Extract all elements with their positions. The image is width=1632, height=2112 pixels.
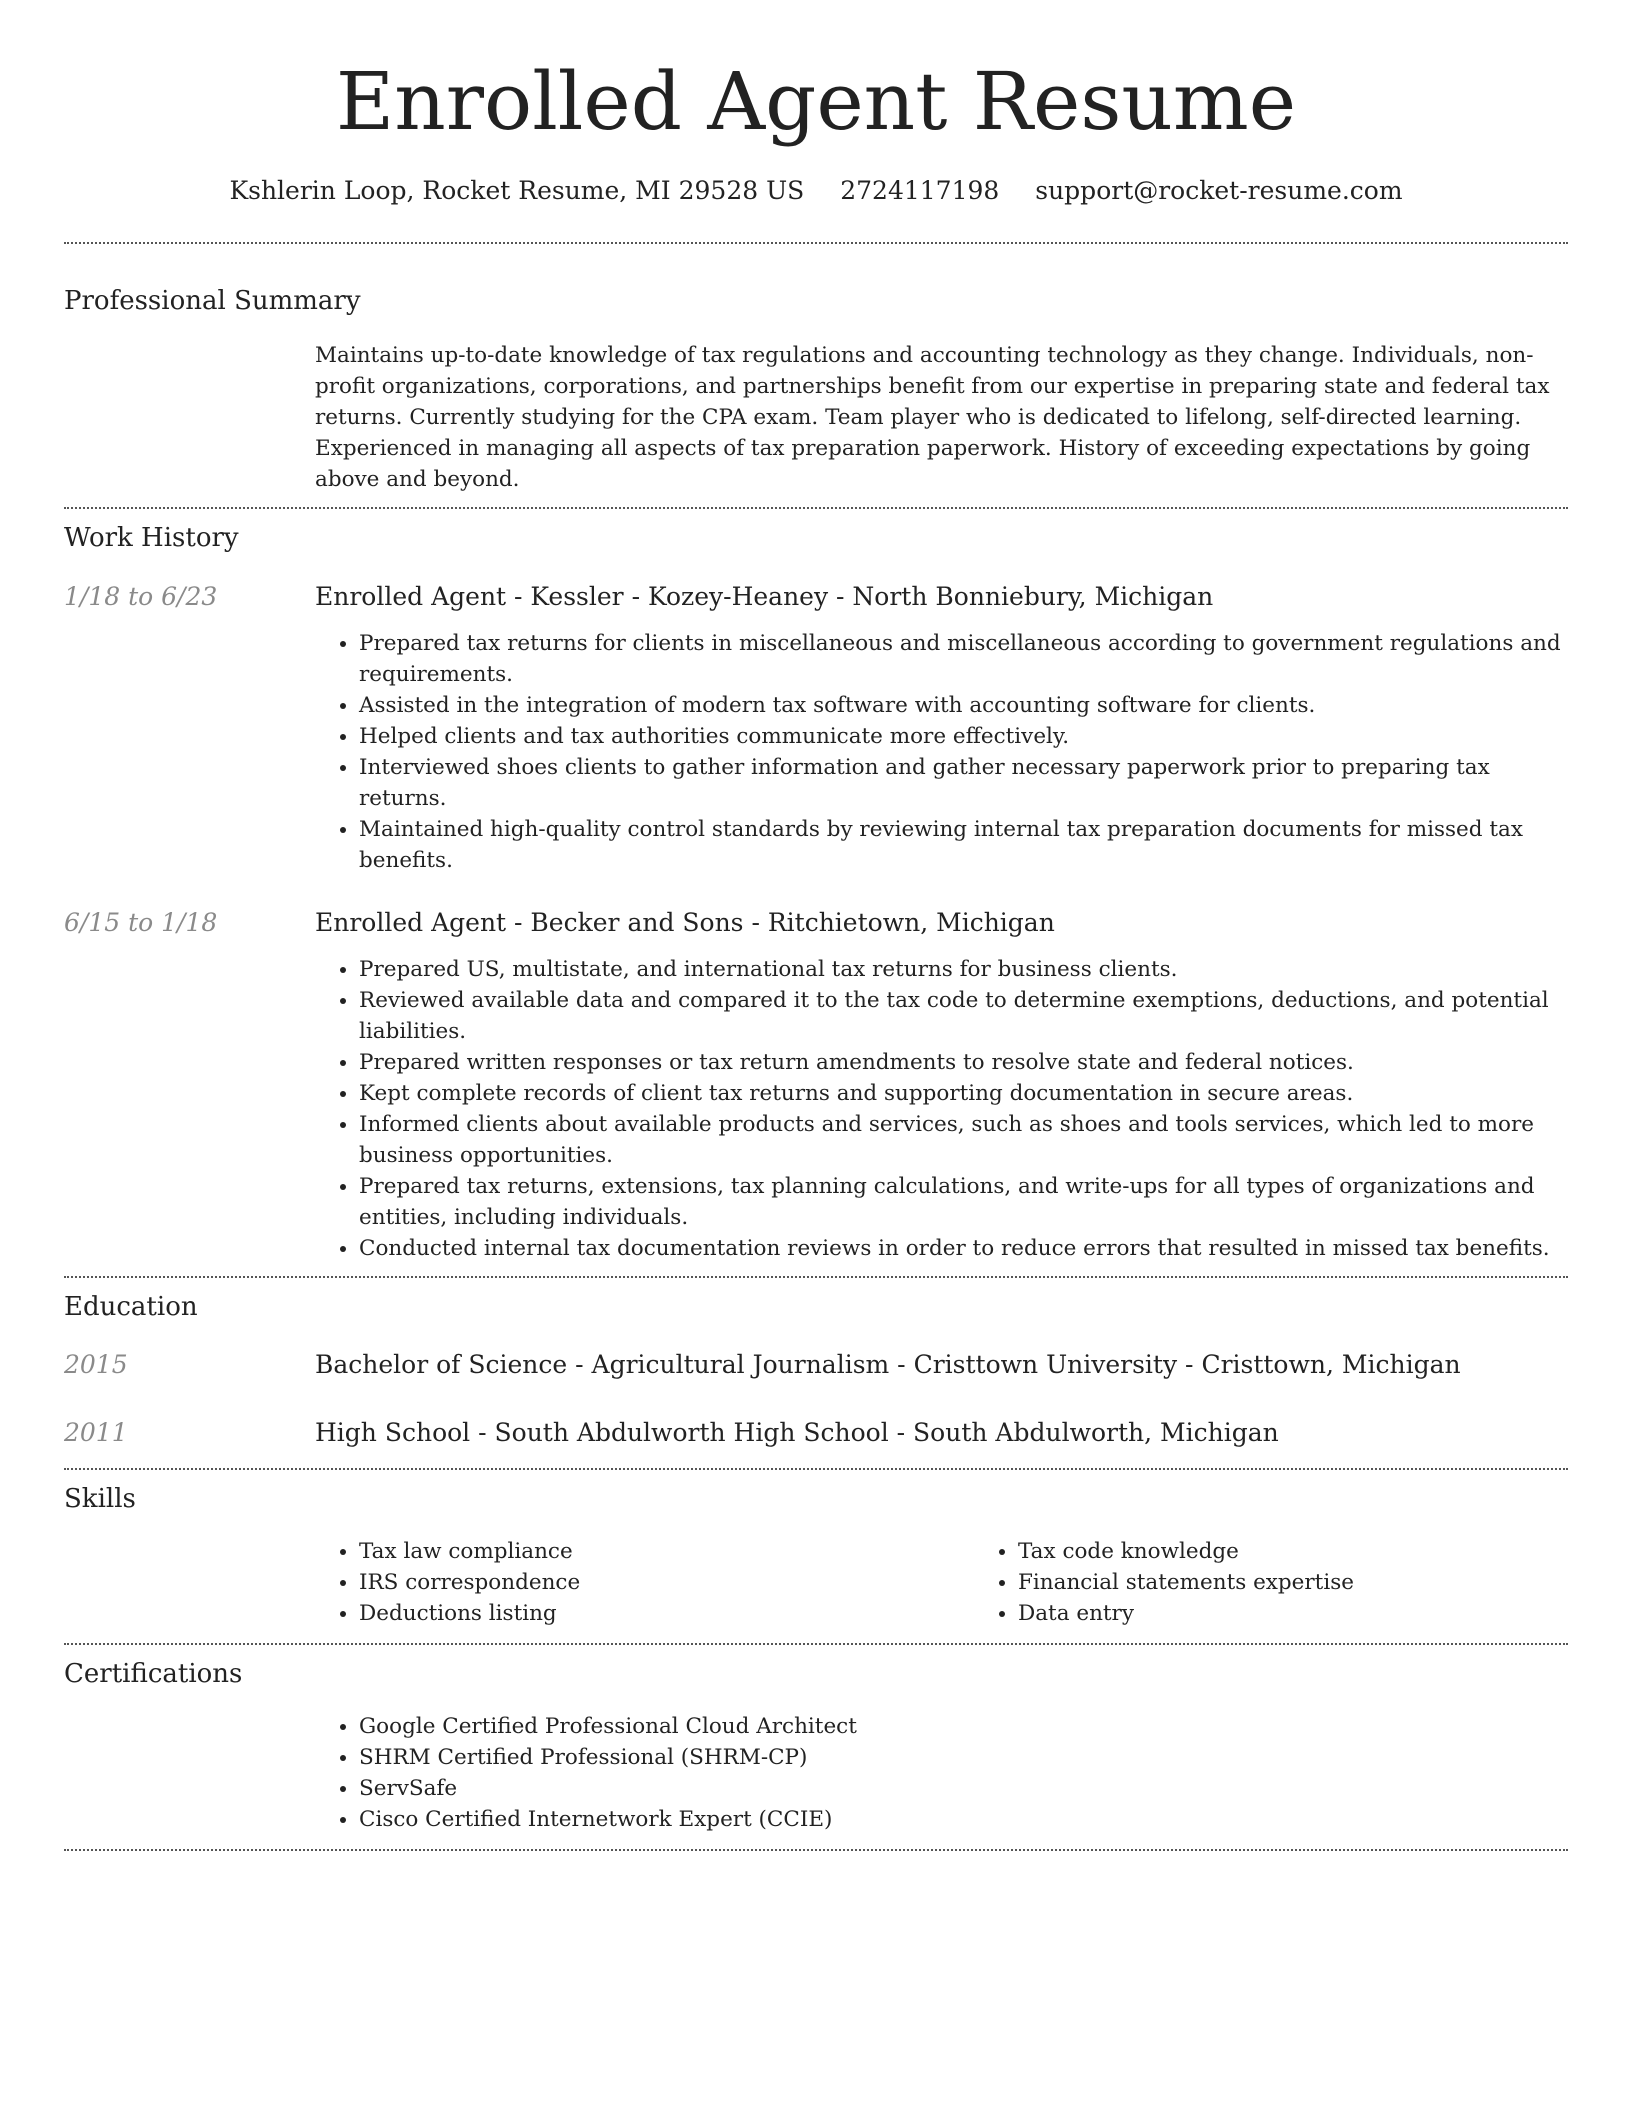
list-item: • SHRM Certified Professional (SHRM-CP) xyxy=(359,1742,1568,1773)
section-heading-work: Work History xyxy=(64,523,239,553)
education-year: 2015 xyxy=(64,1350,128,1379)
contact-phone: 2724117198 xyxy=(840,176,1000,205)
divider xyxy=(64,1468,1568,1470)
divider xyxy=(64,242,1568,244)
section-heading-summary: Professional Summary xyxy=(64,286,361,316)
list-item: • Informed clients about available products and services, such as shoes and tools services, which led to more business opportunities. xyxy=(359,1109,1568,1171)
list-item: • Maintained high-quality control standards by reviewing internal tax preparation documents for missed tax benefits. xyxy=(359,814,1568,876)
divider xyxy=(64,1276,1568,1278)
contact-email: support@rocket-resume.com xyxy=(1035,176,1403,205)
job-entry xyxy=(64,580,1568,876)
list-item: • Deductions listing xyxy=(359,1598,974,1629)
list-item: • Financial statements expertise xyxy=(1018,1567,1632,1598)
job-bullets xyxy=(315,628,1568,876)
education-year: 2011 xyxy=(64,1418,128,1447)
list-item: • Conducted internal tax documentation reviews in order to reduce errors that resulted in missed tax benefits. xyxy=(359,1233,1568,1264)
section-heading-skills: Skills xyxy=(64,1484,136,1514)
skills-section xyxy=(64,1482,1568,1629)
education-section xyxy=(64,1290,1568,1450)
job-title: Enrolled Agent - Kessler - Kozey-Heaney - North Bonniebury, Michigan xyxy=(315,582,1214,611)
contact-info xyxy=(64,174,1568,208)
list-item: • Prepared tax returns for clients in miscellaneous and miscellaneous according to government regulations and requirements. xyxy=(359,628,1568,690)
list-item: • IRS correspondence xyxy=(359,1567,974,1598)
certifications-list xyxy=(315,1711,1568,1835)
divider xyxy=(64,507,1568,509)
list-item: • ServSafe xyxy=(359,1773,1568,1804)
list-item: • Prepared written responses or tax return amendments to resolve state and federal notices. xyxy=(359,1047,1568,1078)
contact-address: Kshlerin Loop, Rocket Resume, MI 29528 US xyxy=(229,176,805,205)
education-entry xyxy=(64,1416,1568,1450)
summary-section xyxy=(64,284,1568,495)
divider xyxy=(64,1643,1568,1645)
list-item: • Prepared US, multistate, and international tax returns for business clients. xyxy=(359,954,1568,985)
list-item: • Data entry xyxy=(1018,1598,1632,1629)
resume-page xyxy=(64,0,1568,1851)
skills-list-left xyxy=(315,1536,974,1629)
list-item: • Reviewed available data and compared it to the tax code to determine exemptions, deductions, and potential liabilities. xyxy=(359,985,1568,1047)
work-history-section xyxy=(64,521,1568,1264)
education-entry xyxy=(64,1348,1568,1382)
section-heading-education: Education xyxy=(64,1292,198,1322)
list-item: • Tax code knowledge xyxy=(1018,1536,1632,1567)
list-item: • Interviewed shoes clients to gather information and gather necessary paperwork prior to preparing tax returns. xyxy=(359,752,1568,814)
list-item: • Cisco Certified Internetwork Expert (CCIE) xyxy=(359,1804,1568,1835)
job-title: Enrolled Agent - Becker and Sons - Ritchietown, Michigan xyxy=(315,908,1055,937)
list-item: • Google Certified Professional Cloud Architect xyxy=(359,1711,1568,1742)
job-bullets xyxy=(315,954,1568,1264)
skills-list-right xyxy=(974,1536,1632,1629)
list-item: • Tax law compliance xyxy=(359,1536,974,1567)
list-item: • Helped clients and tax authorities communicate more effectively. xyxy=(359,721,1568,752)
job-entry xyxy=(64,906,1568,1264)
job-dates: 1/18 to 6/23 xyxy=(64,582,218,611)
education-title: High School - South Abdulworth High School - South Abdulworth, Michigan xyxy=(315,1418,1279,1447)
list-item: • Assisted in the integration of modern tax software with accounting software for clients. xyxy=(359,690,1568,721)
job-dates: 6/15 to 1/18 xyxy=(64,908,218,937)
divider xyxy=(64,1849,1568,1851)
education-title: Bachelor of Science - Agricultural Journalism - Cristtown University - Cristtown, Michigan xyxy=(315,1350,1461,1379)
summary-text: Maintains up-to-date knowledge of tax regulations and accounting technology as they change. Individuals, non-profit organizations, corporations, and partnerships benefit from our expertise in preparing state and federal tax returns. Currently studying for the CPA exam. Team player who is dedicated to lifelong, self-directed learning. Experienced in managing all aspects of tax preparation paperwork. History of exceeding expectations by going above and beyond. xyxy=(315,343,1550,492)
list-item: • Kept complete records of client tax returns and supporting documentation in secure areas. xyxy=(359,1078,1568,1109)
list-item: • Prepared tax returns, extensions, tax planning calculations, and write-ups for all types of organizations and entities, including individuals. xyxy=(359,1171,1568,1233)
section-heading-certifications: Certifications xyxy=(64,1659,243,1689)
certifications-section xyxy=(64,1657,1568,1835)
resume-title: Enrolled Agent Resume xyxy=(335,55,1297,148)
